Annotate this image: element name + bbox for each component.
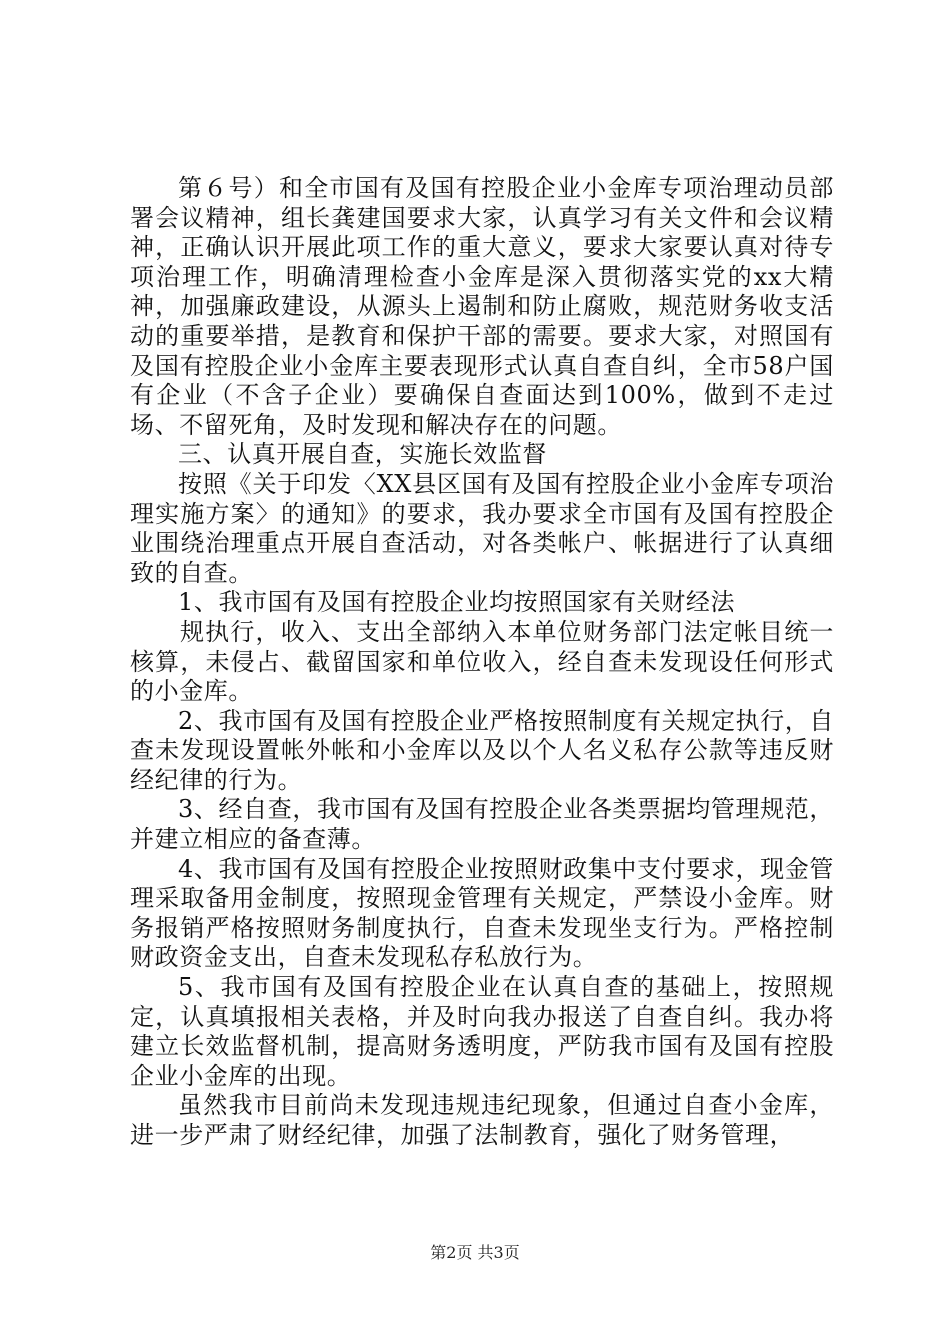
list-item-4: 4、我市国有及国有控股企业按照财政集中支付要求，现金管理采取备用金制度，按照现金管理有关规定，严禁设小金库。财务报销严格按照财务制度执行，自查未发现坐支行为。严格控制财政资金支出，自查未发现私存私放行为。 [130, 854, 834, 972]
list-item-5: 5、我市国有及国有控股企业在认真自查的基础上，按照规定，认真填报相关表格，并及时向我办报送了自查自纠。我办将建立长效监督机制，提高财务透明度，严防我市国有及国有控股企业小金库的出现。 [130, 973, 834, 1090]
page-number-footer: 第2页 共3页 [430, 1243, 520, 1262]
list-item-3: 3、经自查，我市国有及国有控股企业各类票据均管理规范，并建立相应的备查薄。 [130, 795, 834, 854]
list-item-1-body: 规执行，收入、支出全部纳入本单位财务部门法定帐目统一核算，未侵占、截留国家和单位收入，经自查未发现设任何形式的小金库。 [130, 617, 834, 706]
paragraph-meeting-spirit: 第６号）和全市国有及国有控股企业小金库专项治理动员部署会议精神，组长龚建国要求大家，认真学习有关文件和会议精神，正确认识开展此项工作的重大意义，要求大家要认真对待专项治理工作，明确清理检查小金库是深入贯彻落实党的xx大精神，加强廉政建设，从源头上遏制和防止腐败，规范财务收支活动的重要举措，是教育和保护干部的需要。要求大家，对照国有及国有控股企业小金库主要表现形式认真自查自纠，全市58户国有企业（不含子企业）要确保自查面达到100%，做到不走过场、不留死角，及时发现和解决存在的问题。 [130, 174, 834, 439]
document-body [130, 174, 834, 1151]
section-heading-self-inspection: 三、认真开展自查，实施长效监督 [178, 440, 547, 469]
list-item-1-intro: 1、我市国有及国有控股企业均按照国家有关财经法 [178, 588, 736, 617]
list-item-2: 2、我市国有及国有控股企业严格按照制度有关规定执行，自查未发现设置帐外帐和小金库以及以个人名义私存公款等违反财经纪律的行为。 [130, 706, 834, 794]
paragraph-conclusion-start: 虽然我市目前尚未发现违规违纪现象，但通过自查小金库，进一步严肃了财经纪律，加强了法制教育，强化了财务管理， [130, 1091, 834, 1149]
paragraph-implementation-notice: 按照《关于印发〈XX县区国有及国有控股企业小金库专项治理实施方案〉的通知》的要求，我办要求全市国有及国有控股企业围绕治理重点开展自查活动，对各类帐户、帐据进行了认真细致的自查。 [130, 469, 834, 587]
